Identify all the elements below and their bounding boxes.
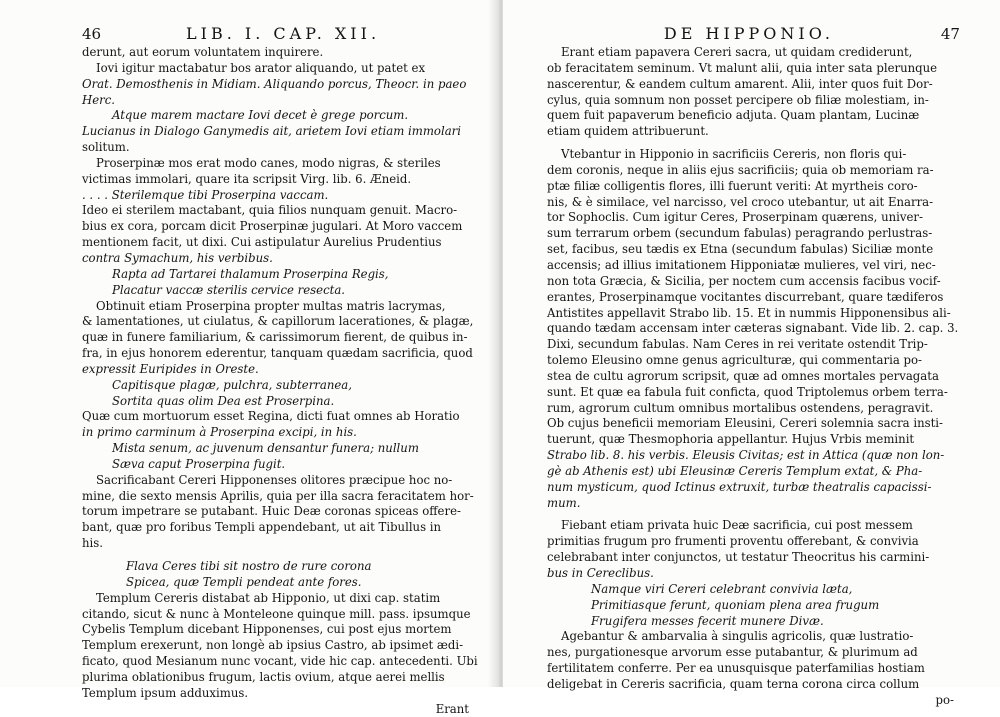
text-line: Rapta ad Tartarei thalamum Proserpina Regis, (112, 266, 389, 281)
text-line: Capitisque plagæ, pulchra, subterranea, (112, 377, 352, 392)
text-line: gè ab Athenis est) ubi Eleusinæ Cereris Templum extat, & Pha- (547, 463, 923, 478)
text-line: Frugifera messes fecerit munere Divæ. (591, 613, 824, 628)
text-line: ptæ filiæ colligentis flores, illi fuerunt veriti: At myrtheis coro- (547, 178, 918, 193)
text-line: Sacrificabant Cereri Hipponenses olitores præcipue hoc no- (96, 472, 453, 487)
text-line: Agebantur & ambarvalia à singulis agricolis, quæ lustratio- (561, 629, 914, 644)
right-page-header (547, 24, 960, 44)
text-line: Namque viri Cereri celebrant convivia læta, (591, 581, 853, 596)
text-line: Atque marem mactare Iovi decet è grege porcum. (112, 108, 409, 123)
text-line: Fiebant etiam privata huic Deæ sacrificia, cui post messem (561, 518, 913, 533)
text-line: tolemo Eleusino omne genus agriculturæ, qui commentaria po- (547, 353, 922, 368)
text-line: Vtebantur in Hipponio in sacrificiis Cereris, non floris qui- (561, 147, 907, 162)
text-line: rum, agrorum cultum omnibus mortalibus ostendens, peragravit. (547, 400, 934, 415)
text-line: accensis; ad illius imitationem Hipponiatæ mulieres, vel viri, nec- (547, 257, 936, 272)
text-line: dem coronis, neque in aliis ejus sacrificiis; quia ob memoriam ra- (547, 162, 934, 177)
text-line: Sortita quas olim Dea est Proserpina. (112, 393, 335, 408)
text-line: torum impetrare se putabant. Huic Deæ coronas spiceas offere- (82, 504, 461, 519)
text-line: Placatur vaccæ sterilis cervice resecta. (112, 282, 346, 297)
left-page-text (82, 45, 478, 702)
text-line: bant, quæ pro foribus Templi appendebant, ut ait Tibullus in (82, 520, 442, 535)
text-line: Iovi igitur mactabatur bos arator aliquando, ut patet ex (96, 60, 426, 75)
text-line: expressit Euripides in Oreste. (82, 361, 259, 376)
right-running-head: DE HIPPONIO. (663, 24, 834, 43)
text-line: Strabo lib. 8. his verbis. Eleusis Civitas; est in Attica (quæ non lon- (547, 448, 945, 463)
text-line: Mista senum, ac juvenum densantur funera; nullum (112, 441, 419, 456)
text-line: tor Sophoclis. Cum igitur Ceres, Proserpinam quærens, univer- (547, 210, 923, 225)
text-line: etiam quidem attribuerunt. (547, 124, 709, 139)
text-line: citando, sicut & nunc à Monteleone quinque mill. pass. ipsumque (82, 606, 471, 621)
text-line: Antistites appellavit Strabo lib. 15. Et in nummis Hipponensibus ali- (547, 305, 951, 320)
text-line: ficato, quod Mesianum nunc vocant, vide hic cap. antecedenti. Ubi (82, 654, 478, 669)
text-line: sum terrarum orbem (secundum fabulas) peragrando perlustras- (547, 226, 933, 241)
text-line: Orat. Demosthenis in Midiam. Aliquando porcus, Theocr. in paeo (82, 76, 467, 91)
text-line: primitias frugum pro frumenti proventu offerebant, & convivia (547, 534, 919, 549)
text-line: sunt. Et quæ ea fabula fuit conficta, quod Triptolemus orbem terra- (547, 384, 948, 399)
text-line: . . . . Sterilemque tibi Proserpina vaccam. (82, 187, 329, 202)
text-line: cylus, quia somnum non posset percipere ob filiæ molestiam, in- (547, 92, 929, 107)
text-line: mum. (547, 495, 581, 510)
text-line: Dixi, secundum fabulas. Nam Ceres in rei veritate ostendit Trip- (547, 337, 928, 352)
text-line: nes, purgationesque arvorum esse putabantur, & plurimum ad (547, 645, 918, 660)
text-line: fertilitatem conferre. Per ea unusquisque paterfamilias hostiam (547, 661, 925, 676)
text-line: mine, die sexto mensis Aprilis, quia per illa sacra feracitatem hor- (82, 488, 474, 503)
text-line: erantes, Proserpinamque vocitantes discurrebant, quare tædiferos (547, 289, 944, 304)
left-page (0, 0, 497, 716)
text-line: bius ex cora, porcam dicit Proserpinæ jugulari. At Moro vaccem (82, 219, 463, 234)
text-line: contra Symachum, his verbibus. (82, 250, 273, 265)
text-line: quem fuit papaverum beneficio adjuta. Quam plantam, Lucinæ (547, 108, 920, 123)
text-line: Quæ cum mortuorum esset Regina, dicti fuat omnes ab Horatio (82, 409, 460, 424)
text-line: Sæva caput Proserpina fugit. (112, 456, 286, 471)
left-page-header (82, 24, 475, 44)
text-line: Cybelis Templum dicebant Hipponenses, cui post ejus mortem (82, 622, 452, 637)
text-line: Ob cujus beneficii memoriam Eleusini, Cereri solemnia sacra insti- (547, 416, 943, 431)
text-line: celebrabant inter conjunctos, ut testatur Theocritus his carmini- (547, 550, 930, 565)
text-line: victimas immolari, quare ita scripsit Virg. lib. 6. Æneid. (82, 171, 412, 186)
text-line: Lucianus in Dialogo Ganymedis ait, arietem Iovi etiam immolari (82, 124, 461, 139)
text-line: quæ in funere familiarium, & carissimorum fierent, de quibus in- (82, 330, 468, 345)
text-line: nis, & è similace, vel narcisso, vel croco utebantur, ut ait Enarra- (547, 194, 934, 209)
text-line: Primitiasque ferunt, quoniam plena area frugum (591, 597, 880, 612)
text-line: solitum. (82, 140, 130, 155)
text-line: plurima oblationibus frugum, lactis ovium, atque aerei mellis (82, 669, 445, 684)
left-running-head: LIB. I. CAP. XII. (186, 24, 381, 43)
text-line: fra, in ejus honorem ederentur, tanquam quædam sacrificia, quod (82, 346, 473, 361)
text-line: Erant etiam papavera Cereri sacra, ut quidam crediderunt, (561, 45, 913, 59)
text-line: Herc. (82, 92, 115, 107)
text-line: bus in Cereclibus. (547, 566, 654, 580)
text-line: set, facibus, seu tædis ex Etna (secundum fabulas) Siciliæ monte (547, 242, 934, 257)
text-line: mentionem facit, ut dixi. Cui astipulatur Aurelius Prudentius (82, 235, 442, 250)
right-page (503, 0, 1000, 707)
text-line: num mysticum, quod Ictinus extruxit, turbæ theatralis capacissi- (547, 479, 932, 494)
text-line: Obtinuit etiam Proserpina propter multas matris lacrymas, (96, 298, 446, 313)
text-line: deligebat in Cereris sacrificia, quam terna corona circa collum (547, 676, 920, 691)
text-line: derunt, aut eorum voluntatem inquirere. (82, 45, 324, 59)
text-line: Templum erexerunt, non longè ab ipsius Castro, ab ipsimet ædi- (82, 638, 464, 653)
text-line: in primo carminum à Proserpina excipi, in his. (82, 425, 357, 440)
text-line: quando tædam accensam inter cæteras signabant. Vide lib. 2. cap. 3. (547, 321, 959, 336)
text-line: Flava Ceres tibi sit nostro de rure corona (126, 559, 372, 573)
left-catchword: Erant (435, 701, 469, 716)
text-line: ob feracitatem seminum. Vt malunt alii, quia inter sata plerunque (547, 60, 938, 75)
text-line: nascerentur, & eandem cultum amarent. Alii, inter quos fuit Dor- (547, 76, 933, 91)
text-line: & lamentationes, ut ciulatus, & capillorum lacerationes, & plagæ, (82, 314, 474, 329)
text-line: non tota Græcia, & Sicilia, per noctem cum accensis facibus vocif- (547, 273, 941, 288)
text-line: Templum Cereris distabat ab Hipponio, ut dixi cap. statim (96, 590, 441, 605)
text-line: Templum ipsum adduximus. (82, 685, 249, 700)
right-catchword: po- (935, 692, 954, 707)
text-line: stea de cultu agrorum scripsit, quæ ad omnes mortales pervagata (547, 368, 939, 383)
right-page-text (547, 45, 960, 693)
right-page-number: 47 (940, 25, 960, 43)
text-line: tuerunt, quæ Thesmophoria appellantur. Hujus Vrbis meminit (547, 432, 915, 447)
text-line: Ideo ei sterilem mactabant, quia filios nunquam genuit. Macro- (82, 203, 458, 218)
left-page-number: 46 (82, 25, 102, 43)
text-line: Proserpinæ mos erat modo canes, modo nigras, & steriles (96, 155, 441, 170)
text-line: his. (82, 536, 103, 551)
text-line: Spicea, quæ Templi pendeat ante fores. (126, 574, 362, 589)
